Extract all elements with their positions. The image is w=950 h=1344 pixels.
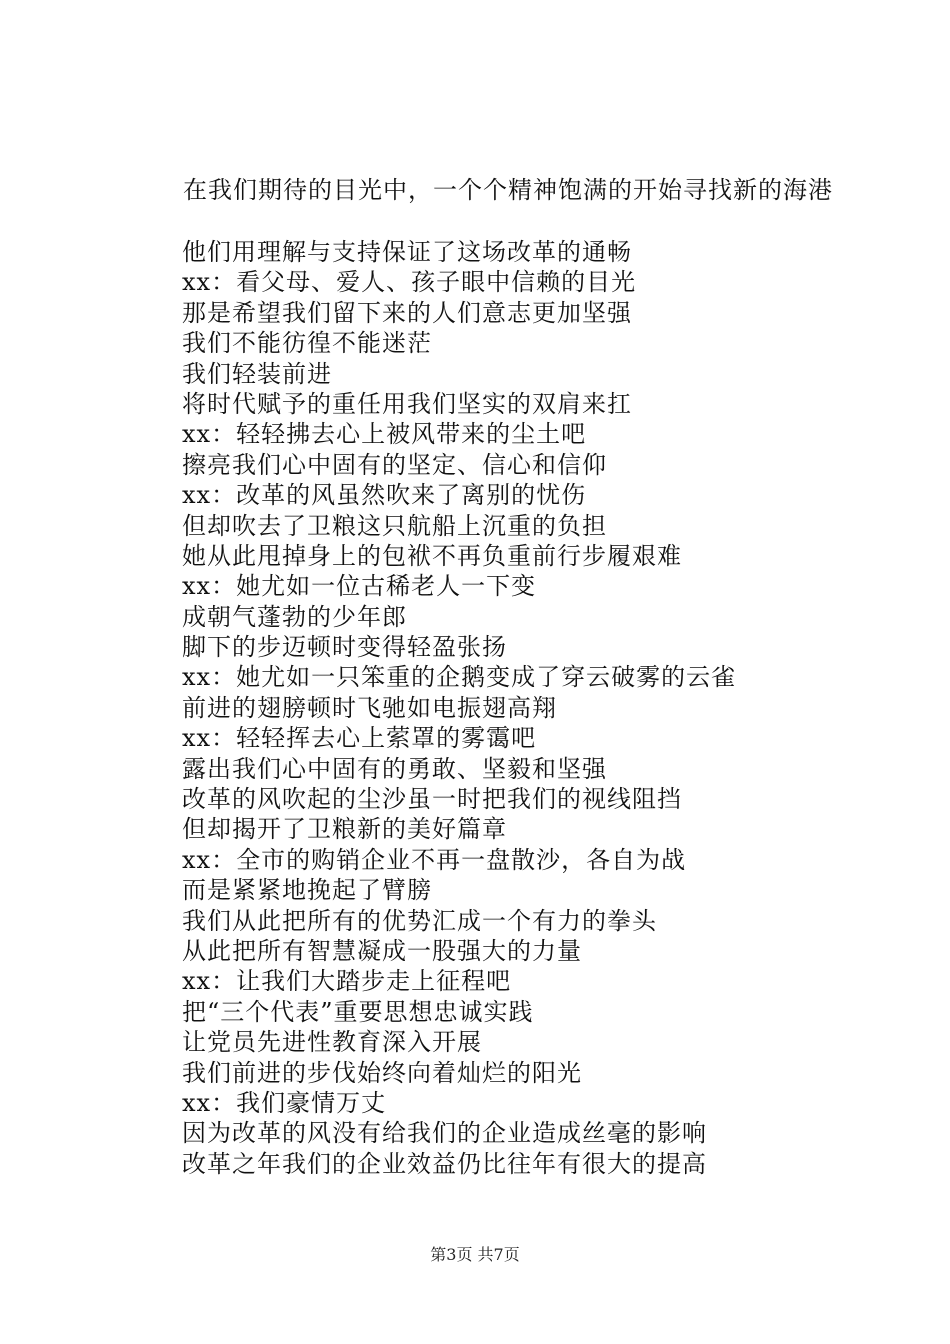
text-line: xx：让我们大踏步走上征程吧 xyxy=(182,967,512,996)
text-line: 她从此甩掉身上的包袱不再负重前行步履艰难 xyxy=(182,541,682,570)
first-paragraph: 在我们期待的目光中，一个个精神饱满的开始寻找新的海港 xyxy=(183,176,833,204)
page-number: 第3页 共7页 xyxy=(430,1245,520,1264)
text-line: 而是紧紧地挽起了臂膀 xyxy=(182,876,432,905)
text-line: 我们从此把所有的优势汇成一个有力的拳头 xyxy=(182,906,657,935)
text-line: xx：全市的购销企业不再一盘散沙，各自为战 xyxy=(182,845,687,874)
text-line: xx：改革的风虽然吹来了离别的忧伤 xyxy=(182,481,587,510)
text-line: xx：看父母、爱人、孩子眼中信赖的目光 xyxy=(182,268,637,297)
text-line: xx：她尤如一位古稀老人一下变 xyxy=(182,572,537,601)
text-line: 脚下的步迈顿时变得轻盈张扬 xyxy=(182,633,507,662)
text-line: 露出我们心中固有的勇敢、坚毅和坚强 xyxy=(182,754,607,783)
text-line: 但却揭开了卫粮新的美好篇章 xyxy=(182,815,507,844)
text-line: 但却吹去了卫粮这只航船上沉重的负担 xyxy=(182,511,607,540)
poem-lines xyxy=(182,237,736,1179)
text-line: xx：轻轻拂去心上被风带来的尘土吧 xyxy=(182,420,587,449)
text-line: 他们用理解与支持保证了这场改革的通畅 xyxy=(182,238,632,266)
text-line: 从此把所有智慧凝成一股强大的力量 xyxy=(182,936,582,965)
text-line: 我们前进的步伐始终向着灿烂的阳光 xyxy=(182,1058,582,1087)
text-line: 成朝气蓬勃的少年郎 xyxy=(182,602,407,631)
text-line: 因为改革的风没有给我们的企业造成丝毫的影响 xyxy=(182,1119,707,1148)
text-line: xx：她尤如一只笨重的企鹅变成了穿云破雾的云雀 xyxy=(182,663,737,692)
text-line: 改革的风吹起的尘沙虽一时把我们的视线阻挡 xyxy=(182,785,682,814)
text-line: 前进的翅膀顿时飞驰如电振翅高翔 xyxy=(182,693,557,722)
text-line: 改革之年我们的企业效益仍比往年有很大的提高 xyxy=(182,1149,707,1178)
text-line: 擦亮我们心中固有的坚定、信心和信仰 xyxy=(182,450,607,479)
text-line: 把“三个代表”重要思想忠诚实践 xyxy=(182,997,534,1026)
text-line: 那是希望我们留下来的人们意志更加坚强 xyxy=(182,298,632,327)
text-line: xx：轻轻挥去心上萦罩的雾霭吧 xyxy=(182,724,537,753)
text-line: 将时代赋予的重任用我们坚实的双肩来扛 xyxy=(182,389,632,418)
text-line: 让党员先进性教育深入开展 xyxy=(182,1028,482,1057)
text-line: xx：我们豪情万丈 xyxy=(182,1088,387,1117)
text-line: 我们不能彷徨不能迷茫 xyxy=(182,329,432,358)
text-line: 我们轻装前进 xyxy=(182,359,332,388)
